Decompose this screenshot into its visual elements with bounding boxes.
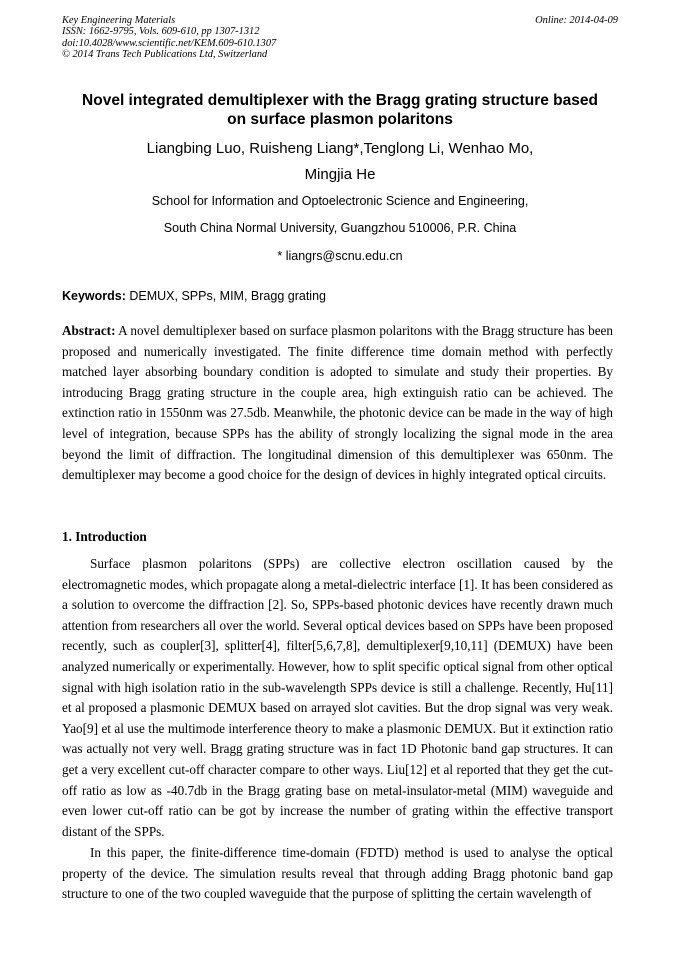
copyright-line: © 2014 Trans Tech Publications Ltd, Switzerland xyxy=(62,49,268,61)
abstract-text: A novel demultiplexer based on surface plasmon polaritons with the Bragg structure has been proposed and numerically investigated. The finite difference time domain method with perfectly matched layer absorbing boundary condition is adopted to simulate and study their properties. By introducing Bragg grating structure in the couple area, high extinguish ratio can be achieved. The extinction ratio in 1550nm was 27.5db. Meanwhile, the photonic device can be made in the way of high level of integration, because SPPs has the ability of strongly localizing the signal mode in the area beyond the limit of diffraction. The longitudinal dimension of this demultiplexer was 650nm. The demultiplexer may become a good choice for the design of devices in highly integrated optical circuits. xyxy=(62,323,613,483)
online-date: Online: 2014-04-09 xyxy=(535,15,618,26)
journal-name: Key Engineering Materials xyxy=(62,15,176,26)
paper-title xyxy=(62,91,618,129)
introduction-paragraph-1: Surface plasmon polaritons (SPPs) are collective electron oscillation caused by the electromagnetic modes, which propagate along a metal-dielectric interface [1]. It has been considered as a solution to overcome the diffraction [2]. So, SPPs-based photonic devices have recently drawn much attention from researchers all over the world. Several optical devices based on SPPs have been proposed recently, such as coupler[3], splitter[4], filter[5,6,7,8], demultiplexer[9,10,11] (DEMUX) have been analyzed numerically or experimentally. However, how to split specific optical signal from other optical signal with high isolation ratio in the sub-wavelength SPPs device is still a challenge. Recently, Hu[11] et al proposed a plasmonic DEMUX based on arrayed slot cavities. But the drop signal was very weak. Yao[9] et al use the multimode interference theory to make a plasmonic DEMUX. But it extinction ratio was actually not very well. Bragg grating structure was in fact 1D Photonic band gap structures. It can get a very excellent cut-off character compare to other ways. Liu[12] et al reported that they get the cut-off ratio as low as -40.7db in the Bragg grating base on metal-insulator-metal (MIM) waveguide and even lower cut-off ratio can be got by increase the number of grating within the effective transport distant of the SPPs. xyxy=(62,556,613,839)
authors-line-1: Liangbing Luo, Ruisheng Liang*,Tenglong Li, Wenhao Mo, xyxy=(146,140,534,157)
title-line-1: Novel integrated demultiplexer with the Bragg grating structure based xyxy=(82,92,598,109)
keywords xyxy=(62,288,618,304)
section-heading-introduction: 1. Introduction xyxy=(62,529,147,544)
issn-line: ISSN: 1662-9795, Vols. 609-610, pp 1307-1312 xyxy=(62,26,260,38)
corresponding-email: * liangrs@scnu.edu.cn xyxy=(277,249,403,263)
abstract-label: Abstract: xyxy=(62,323,116,338)
authors-line-2: Mingjia He xyxy=(304,166,376,183)
introduction-paragraph-2: In this paper, the finite-difference time-domain (FDTD) method is used to analyse the optical property of the device. The simulation results reveal that through adding Bragg photonic band gap structure to one of the two coupled waveguide that the purpose of splitting the certain wavelength of xyxy=(62,845,613,902)
doi-line: doi:10.4028/www.scientific.net/KEM.609-610.1307 xyxy=(62,37,277,49)
abstract xyxy=(62,321,613,486)
affiliation-line-2: South China Normal University, Guangzhou 510006, P.R. China xyxy=(163,221,517,235)
keywords-text: DEMUX, SPPs, MIM, Bragg grating xyxy=(125,289,326,303)
title-line-2: on surface plasmon polaritons xyxy=(227,111,453,128)
journal-header xyxy=(62,15,618,61)
author-list xyxy=(62,136,618,188)
keywords-label: Keywords: xyxy=(62,289,126,303)
affiliation-line-1: School for Information and Optoelectronic Science and Engineering, xyxy=(151,194,529,208)
